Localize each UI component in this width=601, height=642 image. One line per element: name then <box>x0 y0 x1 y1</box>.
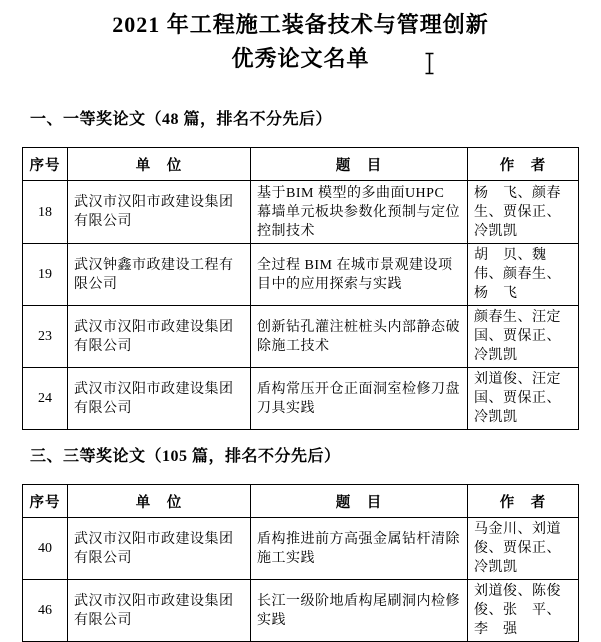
column-header-seq: 序号 <box>23 148 68 181</box>
table-row <box>23 518 579 580</box>
cell-unit: 武汉市汉阳市政建设集团有限公司 <box>68 368 251 430</box>
cell-title: 盾构常压开仓正面洞室检修刀盘刀具实践 <box>251 368 468 430</box>
i-beam-cursor-icon <box>423 52 436 80</box>
column-header-title: 题 目 <box>251 148 468 181</box>
cell-authors: 刘道俊、陈俊俊、张 平、李 强 <box>468 580 579 642</box>
table-row <box>23 580 579 642</box>
cell-unit: 武汉市汉阳市政建设集团有限公司 <box>68 306 251 368</box>
column-header-title: 题 目 <box>251 485 468 518</box>
cell-seq: 19 <box>23 244 68 306</box>
document-title <box>0 0 601 76</box>
cell-seq: 46 <box>23 580 68 642</box>
column-header-seq: 序号 <box>23 485 68 518</box>
column-header-unit: 单 位 <box>68 148 251 181</box>
cell-title: 全过程 BIM 在城市景观建设项目中的应用探索与实践 <box>251 244 468 306</box>
cell-authors: 胡 贝、魏 伟、颜春生、杨 飞 <box>468 244 579 306</box>
cell-authors: 刘道俊、汪定国、贾保正、冷凯凯 <box>468 368 579 430</box>
cell-authors: 颜春生、汪定国、贾保正、冷凯凯 <box>468 306 579 368</box>
first-prize-table <box>22 147 579 430</box>
table-row <box>23 181 579 244</box>
table-row <box>23 368 579 430</box>
cell-authors: 杨 飞、颜春生、贾保正、冷凯凯 <box>468 181 579 244</box>
cell-seq: 18 <box>23 181 68 244</box>
section-heading-third-prize: 三、三等奖论文（105 篇，排名不分先后） <box>30 448 341 465</box>
column-header-authors: 作 者 <box>468 148 579 181</box>
column-header-unit: 单 位 <box>68 485 251 518</box>
table-header-row <box>23 485 579 518</box>
cell-authors: 马金川、刘道俊、贾保正、冷凯凯 <box>468 518 579 580</box>
column-header-authors: 作 者 <box>468 485 579 518</box>
third-prize-table <box>22 484 579 642</box>
cell-title: 长江一级阶地盾构尾刷洞内检修实践 <box>251 580 468 642</box>
cell-title: 盾构推进前方高强金属钻杆清除施工实践 <box>251 518 468 580</box>
section-heading-first-prize: 一、一等奖论文（48 篇，排名不分先后） <box>30 111 333 128</box>
document-title-line1: 2021 年工程施工装备技术与管理创新 <box>112 12 489 37</box>
cell-seq: 23 <box>23 306 68 368</box>
cell-seq: 40 <box>23 518 68 580</box>
cell-unit: 武汉市汉阳市政建设集团有限公司 <box>68 580 251 642</box>
cell-unit: 武汉钟鑫市政建设工程有限公司 <box>68 244 251 306</box>
table-header-row <box>23 148 579 181</box>
table-row <box>23 306 579 368</box>
cell-unit: 武汉市汉阳市政建设集团有限公司 <box>68 181 251 244</box>
table-row <box>23 244 579 306</box>
cell-unit: 武汉市汉阳市政建设集团有限公司 <box>68 518 251 580</box>
cell-title: 基于BIM 模型的多曲面UHPC 幕墙单元板块参数化预制与定位控制技术 <box>251 181 468 244</box>
cell-title: 创新钻孔灌注桩桩头内部静态破除施工技术 <box>251 306 468 368</box>
cell-seq: 24 <box>23 368 68 430</box>
document-title-line2: 优秀论文名单 <box>231 46 370 71</box>
